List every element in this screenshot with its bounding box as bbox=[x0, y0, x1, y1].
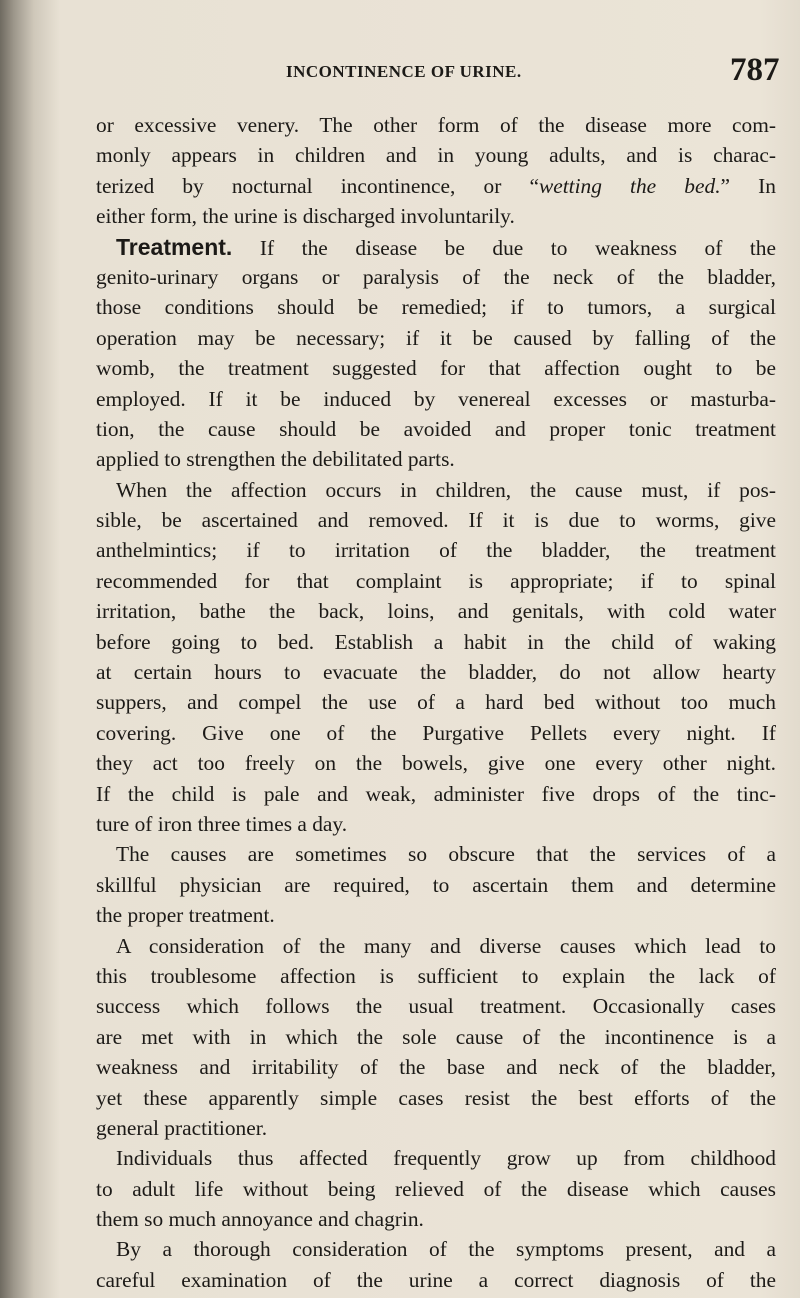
line-text: success which follows the usual treatment. Occasionally cases bbox=[96, 994, 776, 1019]
italic-phrase: wetting the bed. bbox=[538, 173, 721, 198]
text-line bbox=[96, 779, 776, 809]
text-line bbox=[96, 1022, 776, 1052]
line-text: If the child is pale and weak, administer five drops of the tinc- bbox=[96, 781, 776, 806]
line-text: applied to strengthen the debilitated parts. bbox=[96, 447, 455, 472]
text-line bbox=[96, 1204, 776, 1234]
line-text: or excessive venery. The other form of the disease more com- bbox=[96, 113, 776, 137]
line-text: The causes are sometimes so obscure that the services of a bbox=[116, 842, 776, 867]
line-text: terized by nocturnal incontinence, or “ bbox=[96, 173, 539, 198]
text-line bbox=[96, 262, 776, 292]
line-text: monly appears in children and in young adults, and is charac- bbox=[96, 143, 776, 168]
text-line bbox=[96, 323, 776, 353]
text-line bbox=[96, 566, 776, 596]
line-text: irritation, bathe the back, loins, and genitals, with cold water bbox=[96, 599, 776, 624]
text-line bbox=[96, 171, 776, 201]
text-line bbox=[96, 1052, 776, 1082]
line-text: either form, the urine is discharged involuntarily. bbox=[96, 204, 515, 229]
text-line bbox=[96, 1174, 776, 1204]
line-text: If the disease be due to weakness of the bbox=[232, 235, 776, 260]
line-text: A consideration of the many and diverse causes which lead to bbox=[116, 933, 776, 958]
text-line bbox=[96, 748, 776, 778]
line-text: this troublesome affection is sufficient to explain the lack of bbox=[96, 963, 776, 988]
text-line bbox=[96, 110, 776, 140]
line-text: yet these apparently simple cases resist the best efforts of the bbox=[96, 1085, 776, 1110]
text-line bbox=[96, 870, 776, 900]
line-text: ture of iron three times a day. bbox=[96, 811, 348, 836]
page-number: 787 bbox=[730, 52, 780, 88]
line-text: careful examination of the urine a correct diagnosis of the bbox=[96, 1267, 776, 1292]
line-text: at certain hours to evacuate the bladder, do not allow hearty bbox=[96, 660, 776, 685]
text-line bbox=[96, 1143, 776, 1173]
text-line bbox=[96, 384, 776, 414]
line-text: suppers, and compel the use of a hard bed without too much bbox=[96, 690, 776, 715]
line-text: sible, be ascertained and removed. If it is due to worms, give bbox=[96, 508, 776, 533]
line-text: skillful physician are required, to ascertain them and determine bbox=[96, 872, 776, 897]
section-heading: Treatment. bbox=[116, 233, 233, 260]
line-text: Individuals thus affected frequently grow up from childhood bbox=[116, 1146, 776, 1171]
line-text: them so much annoyance and chagrin. bbox=[96, 1207, 424, 1232]
text-line bbox=[96, 627, 776, 657]
line-text: tion, the cause should be avoided and proper tonic treatment bbox=[96, 416, 776, 441]
text-line bbox=[96, 505, 776, 535]
line-text: recommended for that complaint is appropriate; if to spinal bbox=[96, 568, 776, 593]
page-header bbox=[0, 52, 800, 98]
text-line bbox=[96, 657, 776, 687]
line-text: womb, the treatment suggested for that affection ought to be bbox=[96, 356, 776, 381]
line-text: those conditions should be remedied; if to tumors, a surgical bbox=[96, 295, 776, 320]
line-text: general practitioner. bbox=[96, 1115, 268, 1140]
line-text: the proper treatment. bbox=[96, 903, 275, 928]
text-line bbox=[96, 414, 776, 444]
text-line bbox=[96, 961, 776, 991]
text-line bbox=[96, 991, 776, 1021]
text-line bbox=[96, 1113, 776, 1143]
text-line bbox=[96, 292, 776, 322]
text-line bbox=[96, 687, 776, 717]
text-line bbox=[96, 232, 776, 262]
text-line bbox=[96, 444, 776, 474]
line-text: When the affection occurs in children, the cause must, if pos- bbox=[116, 477, 776, 502]
text-line bbox=[96, 596, 776, 626]
body-text bbox=[96, 110, 776, 1295]
text-line bbox=[96, 1234, 776, 1264]
text-line bbox=[96, 475, 776, 505]
text-line bbox=[96, 140, 776, 170]
line-text: are met with in which the sole cause of the incontinence is a bbox=[96, 1024, 776, 1049]
text-line bbox=[96, 718, 776, 748]
text-line bbox=[96, 839, 776, 869]
line-text: genito-urinary organs or paralysis of the neck of the bladder, bbox=[96, 264, 776, 289]
line-text: operation may be necessary; if it be caused by falling of the bbox=[96, 325, 776, 350]
line-text: employed. If it be induced by venereal excesses or masturba- bbox=[96, 386, 776, 411]
text-line bbox=[96, 900, 776, 930]
text-line bbox=[96, 201, 776, 231]
text-line bbox=[96, 1083, 776, 1113]
line-text: before going to bed. Establish a habit in the child of waking bbox=[96, 629, 776, 654]
text-line bbox=[96, 535, 776, 565]
text-line bbox=[96, 809, 776, 839]
text-line bbox=[96, 353, 776, 383]
line-text: anthelmintics; if to irritation of the bladder, the treatment bbox=[96, 538, 776, 563]
line-text: they act too freely on the bowels, give one every other night. bbox=[96, 751, 776, 776]
line-text: to adult life without being relieved of the disease which causes bbox=[96, 1176, 776, 1201]
running-head: INCONTINENCE OF URINE. bbox=[286, 62, 522, 81]
text-line bbox=[96, 931, 776, 961]
line-text: ” In bbox=[720, 173, 776, 198]
line-text: weakness and irritability of the base and neck of the bladder, bbox=[96, 1055, 776, 1080]
text-line bbox=[96, 1265, 776, 1295]
line-text: By a thorough consideration of the symptoms present, and a bbox=[116, 1237, 776, 1262]
line-text: covering. Give one of the Purgative Pellets every night. If bbox=[96, 720, 776, 745]
